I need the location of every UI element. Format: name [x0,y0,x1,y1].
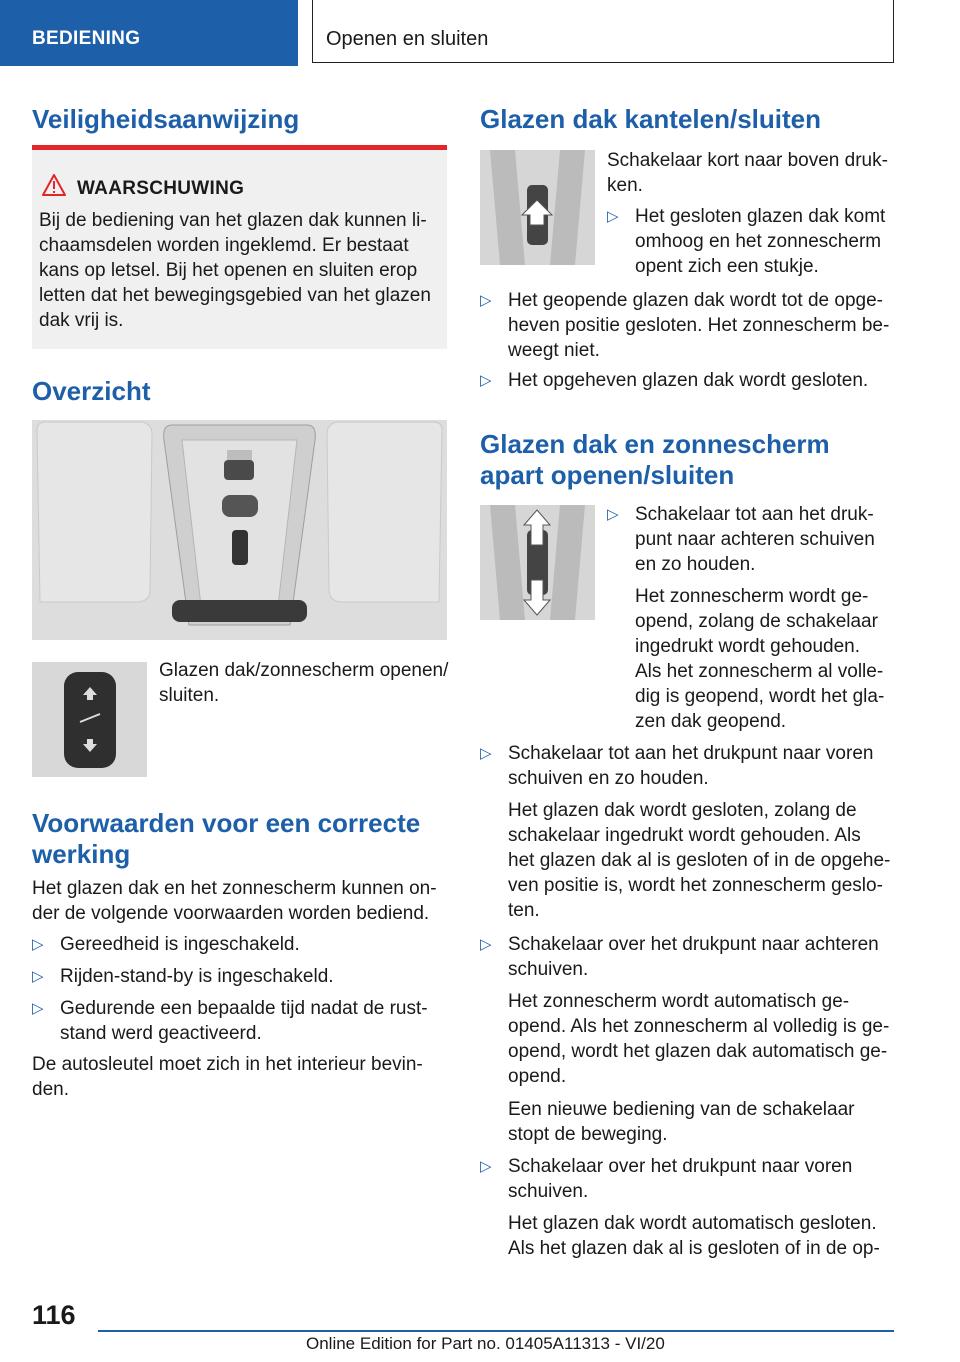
switch-slide-illustration [480,505,595,620]
warning-text: Bij de bediening van het glazen dak kunnen li- chaamsdelen worden ingeklemd. Er bestaat kans op letsel. Bij het openen en sluiten erop letten dat het bewegingsgebied van het glazen dak vrij is. [39,210,431,331]
paragraph: Het glazen dak wordt automatisch gesloten. Als het glazen dak al is gesloten of in de op- [508,1213,880,1259]
conditions-intro: Het glazen dak en het zonnescherm kunnen on- der de volgende voorwaarden worden bediend. [32,878,437,924]
list-item: ▷ Het gesloten glazen dak komt omhoog en het zonnescherm opent zich een stukje. [607,206,886,277]
roof-console-illustration [32,420,447,640]
bullet-triangle-icon: ▷ [480,936,492,953]
switch-closeup-illustration [32,662,147,777]
warning-box [32,145,447,349]
paragraph: Het zonnescherm wordt ge- opend, zolang de schakelaar ingedrukt wordt gehouden. Als het zonnescherm al volle- dig is geopend, wordt het gla- zen dak geopend. [635,586,885,732]
header-section-tab [0,0,298,66]
list-item: ▷ Schakelaar tot aan het druk- punt naar achteren schuiven en zo houden. [607,504,875,575]
list-item: ▷ Het opgeheven glazen dak wordt gesloten. [480,370,869,391]
footer-rule [98,1330,894,1332]
list-item: ▷ Rijden-stand-by is ingeschakeld. [32,966,334,987]
bullet-triangle-icon: ▷ [480,292,492,309]
header-section: BEDIENING [32,28,141,49]
header-chapter-box [312,0,894,63]
paragraph: Een nieuwe bediening van de schakelaar stopt de beweging. [508,1099,855,1145]
list-item: ▷ Gereedheid is ingeschakeld. [32,934,300,955]
heading-safety: Veiligheidsaanwijzing [32,104,300,134]
bullet-triangle-icon: ▷ [32,968,44,985]
bullet-triangle-icon: ▷ [480,372,492,389]
list-item: ▷ Schakelaar over het drukpunt naar achteren schuiven. [480,934,879,980]
switch-caption: Glazen dak/zonnescherm openen/ sluiten. [159,660,449,706]
paragraph: Het glazen dak wordt gesloten, zolang de schakelaar ingedrukt wordt gehouden. Als het glazen dak al is gesloten of in de opgehe- ven positie is, wordt het zonnescherm geslo- ten. [508,800,891,921]
bullet-triangle-icon: ▷ [480,745,492,762]
bullet-triangle-icon: ▷ [607,208,619,225]
list-item: ▷ Schakelaar over het drukpunt naar voren schuiven. [480,1156,853,1202]
tilt-intro: Schakelaar kort naar boven druk- ken. [607,150,888,196]
bullet-triangle-icon: ▷ [32,1000,44,1017]
list-item: ▷ Schakelaar tot aan het drukpunt naar voren schuiven en zo houden. [480,743,874,789]
list-item: ▷ Gedurende een bepaalde tijd nadat de rust- stand werd geactiveerd. [32,998,428,1044]
warning-title: WAARSCHUWING [77,178,245,199]
switch-tilt-illustration [480,150,595,265]
paragraph: Het zonnescherm wordt automatisch ge- opend. Als het zonnescherm al volledig is ge- opend, wordt het glazen dak automatisch ge- opend. [508,991,890,1087]
warning-triangle-icon [42,174,66,196]
heading-tilt: Glazen dak kantelen/sluiten [480,104,821,134]
bullet-triangle-icon: ▷ [607,506,619,523]
page-number: 116 [32,1300,76,1330]
heading-conditions: Voorwaarden voor een correcte werking [32,808,421,869]
bullet-triangle-icon: ▷ [32,936,44,953]
header-chapter: Openen en sluiten [326,28,489,50]
bullet-triangle-icon: ▷ [480,1158,492,1175]
heading-overview: Overzicht [32,376,151,406]
list-item: ▷ Het geopende glazen dak wordt tot de opge- heven positie gesloten. Het zonnescherm be- weegt niet. [480,290,890,361]
heading-separate: Glazen dak en zonnescherm apart openen/sluiten [480,429,830,490]
key-note: De autosleutel moet zich in het interieur bevin- den. [32,1054,423,1100]
edition-note: Online Edition for Part no. 01405A11313 - VI/20 [306,1334,665,1353]
